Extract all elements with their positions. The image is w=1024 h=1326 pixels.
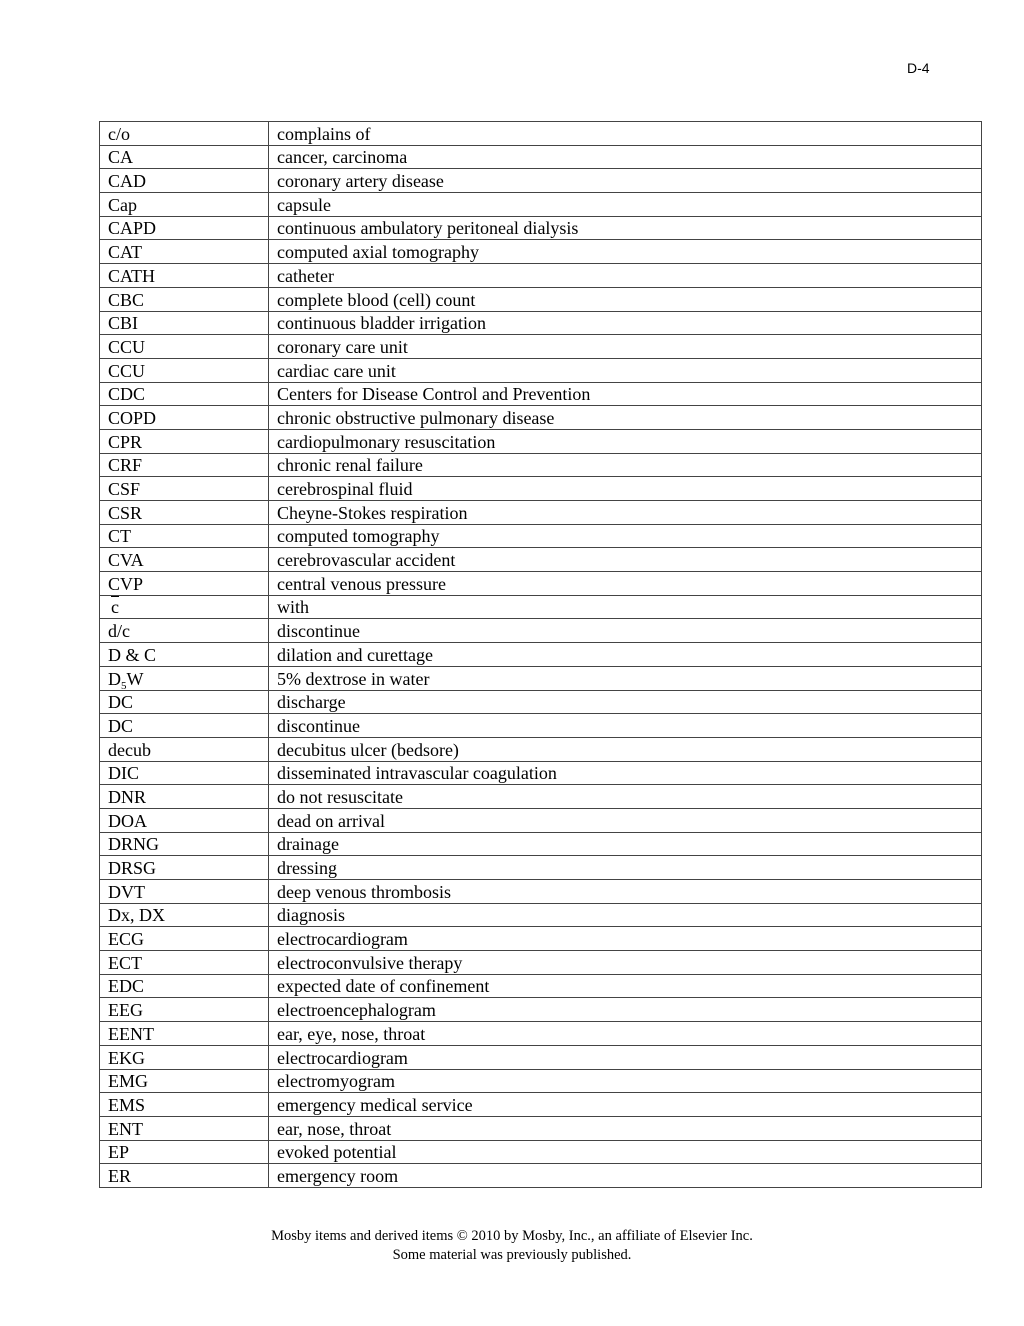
meaning-text: capsule (277, 194, 331, 215)
meaning-cell (269, 382, 982, 406)
meaning-cell (269, 1116, 982, 1140)
abbreviation-text: CSF (108, 479, 141, 499)
table-row (100, 643, 982, 667)
abbreviation-text: CA (108, 147, 134, 168)
meaning-text: Centers for Disease Control and Prevention (277, 384, 591, 405)
abbreviation-cell (100, 856, 269, 880)
copyright-footer (0, 1227, 1024, 1265)
table-row (100, 808, 982, 832)
table-row (100, 880, 982, 904)
meaning-text: chronic renal failure (277, 455, 423, 476)
table-row (100, 951, 982, 975)
abbreviation-text: Dx, DX (108, 905, 165, 926)
abbreviation-text: EP (108, 1142, 130, 1163)
abbreviation-table-body (100, 122, 982, 1188)
abbreviation-text: CAPD (108, 218, 157, 239)
abbreviation-cell (100, 453, 269, 477)
table-row (100, 1045, 982, 1069)
abbreviation-text: d/c (108, 621, 130, 642)
meaning-cell (269, 666, 982, 690)
meaning-text: dilation and curettage (277, 644, 433, 665)
meaning-text: discharge (277, 692, 346, 713)
abbreviation-text: c/o (108, 123, 130, 144)
abbreviation-text: CDC (108, 384, 146, 405)
meaning-text: disseminated intravascular coagulation (277, 763, 557, 784)
table-row (100, 145, 982, 169)
table-row (100, 998, 982, 1022)
abbreviation-cell (100, 358, 269, 382)
table-row (100, 974, 982, 998)
abbreviation-text: CCU (108, 360, 146, 381)
meaning-cell (269, 951, 982, 975)
abbreviation-text: DRNG (108, 834, 160, 855)
table-row (100, 595, 982, 619)
table-row (100, 785, 982, 809)
abbreviation-cell (100, 382, 269, 406)
meaning-cell (269, 145, 982, 169)
table-row (100, 1069, 982, 1093)
meaning-cell (269, 737, 982, 761)
table-row (100, 1164, 982, 1188)
meaning-cell (269, 264, 982, 288)
abbreviation-text: DC (108, 692, 134, 713)
abbreviation-text: EEG (108, 1000, 143, 1021)
meaning-cell (269, 903, 982, 927)
meaning-text: expected date of confinement (277, 976, 490, 997)
table-row (100, 193, 982, 217)
abbreviation-text: EKG (108, 1047, 145, 1068)
meaning-text: cerebrospinal fluid (277, 479, 413, 499)
abbreviation-text: DOA (108, 810, 147, 831)
table-row (100, 548, 982, 572)
table-row (100, 927, 982, 951)
meaning-text: ear, nose, throat (277, 1118, 392, 1139)
abbreviation-cell (100, 1093, 269, 1117)
meaning-cell (269, 619, 982, 643)
meaning-text: continuous bladder irrigation (277, 313, 486, 334)
meaning-text: Cheyne-Stokes respiration (277, 502, 468, 523)
abbreviation-text: EMG (108, 1071, 148, 1092)
abbreviation-text: CSR (108, 502, 143, 523)
meaning-cell (269, 311, 982, 335)
abbreviation-cell (100, 287, 269, 311)
table-row (100, 1116, 982, 1140)
abbreviation-cell (100, 1045, 269, 1069)
abbreviation-cell (100, 1116, 269, 1140)
meaning-text: ear, eye, nose, throat (277, 1023, 426, 1044)
meaning-text: catheter (277, 265, 334, 286)
abbreviation-tail: W (126, 668, 144, 689)
meaning-cell (269, 501, 982, 525)
table-row (100, 1140, 982, 1164)
table-row (100, 1022, 982, 1046)
meaning-cell (269, 477, 982, 501)
abbreviation-text: D (108, 668, 121, 689)
meaning-cell (269, 548, 982, 572)
abbreviation-text: CRF (108, 455, 143, 476)
abbreviation-cell (100, 714, 269, 738)
meaning-cell (269, 216, 982, 240)
meaning-cell (269, 524, 982, 548)
table-row (100, 832, 982, 856)
meaning-text: computed tomography (277, 526, 440, 547)
meaning-text: electroencephalogram (277, 1000, 436, 1021)
abbreviation-text: CBI (108, 313, 139, 334)
abbreviation-cell (100, 690, 269, 714)
table-row (100, 311, 982, 335)
abbreviation-cell (100, 595, 269, 619)
meaning-text: evoked potential (277, 1142, 397, 1163)
abbreviation-text: CVA (108, 550, 144, 571)
abbreviation-text: $\overline{c}$ (111, 597, 119, 618)
table-row (100, 216, 982, 240)
abbreviation-text: EMS (108, 1094, 146, 1115)
table-row (100, 666, 982, 690)
page-number: D-4 (907, 60, 930, 76)
meaning-text: diagnosis (277, 905, 346, 926)
table-row (100, 714, 982, 738)
meaning-cell (269, 240, 982, 264)
abbreviation-cell (100, 240, 269, 264)
table-row (100, 453, 982, 477)
table-row (100, 572, 982, 596)
abbreviation-cell (100, 335, 269, 359)
abbreviation-cell (100, 832, 269, 856)
meaning-text: coronary care unit (277, 336, 408, 357)
abbreviation-cell (100, 737, 269, 761)
table-row (100, 501, 982, 525)
meaning-cell (269, 761, 982, 785)
abbreviation-cell (100, 264, 269, 288)
abbreviation-text: EDC (108, 976, 144, 997)
abbreviation-cell (100, 429, 269, 453)
table-row (100, 737, 982, 761)
meaning-text: continuous ambulatory peritoneal dialysis (277, 218, 579, 239)
abbreviation-cell (100, 193, 269, 217)
meaning-text: deep venous thrombosis (277, 881, 451, 902)
abbreviation-cell (100, 666, 269, 690)
meaning-text: 5% dextrose in water (277, 668, 430, 689)
abbreviation-text: COPD (108, 407, 157, 428)
abbreviation-cell (100, 903, 269, 927)
meaning-text: decubitus ulcer (bedsore) (277, 739, 459, 760)
meaning-text: discontinue (277, 621, 360, 642)
abbreviation-cell (100, 974, 269, 998)
meaning-cell (269, 193, 982, 217)
table-row (100, 429, 982, 453)
meaning-cell (269, 974, 982, 998)
abbreviation-text: DVT (108, 881, 145, 902)
meaning-cell (269, 1093, 982, 1117)
meaning-cell (269, 690, 982, 714)
meaning-cell (269, 595, 982, 619)
abbreviation-cell (100, 406, 269, 430)
abbreviation-cell (100, 524, 269, 548)
meaning-cell (269, 429, 982, 453)
meaning-cell (269, 832, 982, 856)
abbreviation-text: Cap (108, 194, 137, 215)
abbreviation-cell (100, 1140, 269, 1164)
table-row (100, 761, 982, 785)
meaning-text: do not resuscitate (277, 786, 403, 807)
meaning-text: electrocardiogram (277, 1047, 408, 1068)
abbreviation-cell (100, 501, 269, 525)
meaning-cell (269, 287, 982, 311)
abbreviation-cell (100, 880, 269, 904)
meaning-cell (269, 643, 982, 667)
table-row (100, 287, 982, 311)
table-row (100, 382, 982, 406)
abbreviation-cell (100, 619, 269, 643)
table-row (100, 406, 982, 430)
abbreviation-text: CPR (108, 431, 143, 452)
meaning-cell (269, 406, 982, 430)
abbreviation-cell (100, 951, 269, 975)
table-row (100, 335, 982, 359)
abbreviation-cell (100, 169, 269, 193)
table-row (100, 264, 982, 288)
abbreviation-text: CCU (108, 336, 146, 357)
abbreviation-cell (100, 785, 269, 809)
abbreviation-text: decub (108, 739, 151, 760)
meaning-cell (269, 169, 982, 193)
meaning-cell (269, 714, 982, 738)
abbreviation-text: CBC (108, 289, 145, 310)
meaning-cell (269, 572, 982, 596)
abbreviation-cell (100, 1022, 269, 1046)
abbreviation-cell (100, 1069, 269, 1093)
abbreviation-cell (100, 145, 269, 169)
meaning-text: cerebrovascular accident (277, 550, 456, 571)
table-row (100, 122, 982, 146)
abbreviation-text: CATH (108, 265, 156, 286)
meaning-cell (269, 335, 982, 359)
meaning-text: cardiac care unit (277, 360, 396, 381)
meaning-text: electromyogram (277, 1071, 395, 1092)
meaning-cell (269, 1140, 982, 1164)
abbreviation-text: D & C (108, 644, 157, 665)
table-row (100, 903, 982, 927)
abbreviation-cell (100, 927, 269, 951)
meaning-cell (269, 1045, 982, 1069)
abbreviation-table (99, 121, 982, 1188)
meaning-cell (269, 998, 982, 1022)
abbreviation-text: ECG (108, 929, 144, 950)
table-row (100, 477, 982, 501)
meaning-cell (269, 785, 982, 809)
abbreviation-cell (100, 216, 269, 240)
abbreviation-text: CVP (108, 573, 144, 594)
meaning-text: computed axial tomography (277, 242, 479, 263)
meaning-text: drainage (277, 834, 339, 855)
abbreviation-text: DNR (108, 786, 147, 807)
meaning-text: cardiopulmonary resuscitation (277, 431, 496, 452)
abbreviation-cell (100, 808, 269, 832)
meaning-text: electrocardiogram (277, 929, 408, 950)
meaning-cell (269, 927, 982, 951)
abbreviation-text: DIC (108, 763, 139, 784)
meaning-cell (269, 1069, 982, 1093)
meaning-cell (269, 1164, 982, 1188)
publication-note: Some material was previously published. (392, 1247, 632, 1263)
abbreviation-text: ER (108, 1165, 132, 1186)
meaning-text: discontinue (277, 715, 360, 736)
abbreviation-cell (100, 1164, 269, 1188)
table-row (100, 169, 982, 193)
meaning-cell (269, 880, 982, 904)
meaning-text: complains of (277, 123, 371, 144)
abbreviation-cell (100, 548, 269, 572)
meaning-cell (269, 1022, 982, 1046)
table-row (100, 690, 982, 714)
abbreviation-text: CAT (108, 242, 143, 263)
meaning-text: emergency room (277, 1165, 399, 1186)
abbreviation-subscript: 5 (121, 679, 127, 690)
meaning-text: complete blood (cell) count (277, 289, 476, 310)
table-row (100, 856, 982, 880)
abbreviation-cell (100, 122, 269, 146)
meaning-text: central venous pressure (277, 573, 446, 594)
abbreviation-text: DC (108, 715, 134, 736)
table-row (100, 1093, 982, 1117)
table-row (100, 619, 982, 643)
meaning-text: dead on arrival (277, 810, 385, 831)
abbreviation-text: CAD (108, 171, 147, 192)
abbreviation-text: EENT (108, 1023, 154, 1044)
table-row (100, 358, 982, 382)
meaning-text: coronary artery disease (277, 171, 444, 192)
meaning-cell (269, 453, 982, 477)
abbreviation-cell (100, 311, 269, 335)
abbreviation-text: CT (108, 526, 132, 547)
table-row (100, 240, 982, 264)
meaning-cell (269, 856, 982, 880)
abbreviation-text: ENT (108, 1118, 143, 1139)
copyright-line: Mosby items and derived items © 2010 by Mosby, Inc., an affiliate of Elsevier Inc. (271, 1228, 753, 1244)
abbreviation-cell (100, 643, 269, 667)
meaning-text: electroconvulsive therapy (277, 952, 463, 973)
abbreviation-text: DRSG (108, 858, 157, 878)
abbreviation-cell (100, 998, 269, 1022)
abbreviation-cell (100, 761, 269, 785)
meaning-text: chronic obstructive pulmonary disease (277, 407, 555, 428)
meaning-cell (269, 122, 982, 146)
table-row (100, 524, 982, 548)
meaning-text: emergency medical service (277, 1094, 473, 1115)
abbreviation-cell (100, 572, 269, 596)
meaning-text: cancer, carcinoma (277, 147, 408, 168)
meaning-cell (269, 808, 982, 832)
meaning-text: with (277, 597, 310, 618)
meaning-text: dressing (277, 858, 337, 878)
meaning-cell (269, 358, 982, 382)
abbreviation-text: ECT (108, 952, 142, 973)
abbreviation-cell (100, 477, 269, 501)
